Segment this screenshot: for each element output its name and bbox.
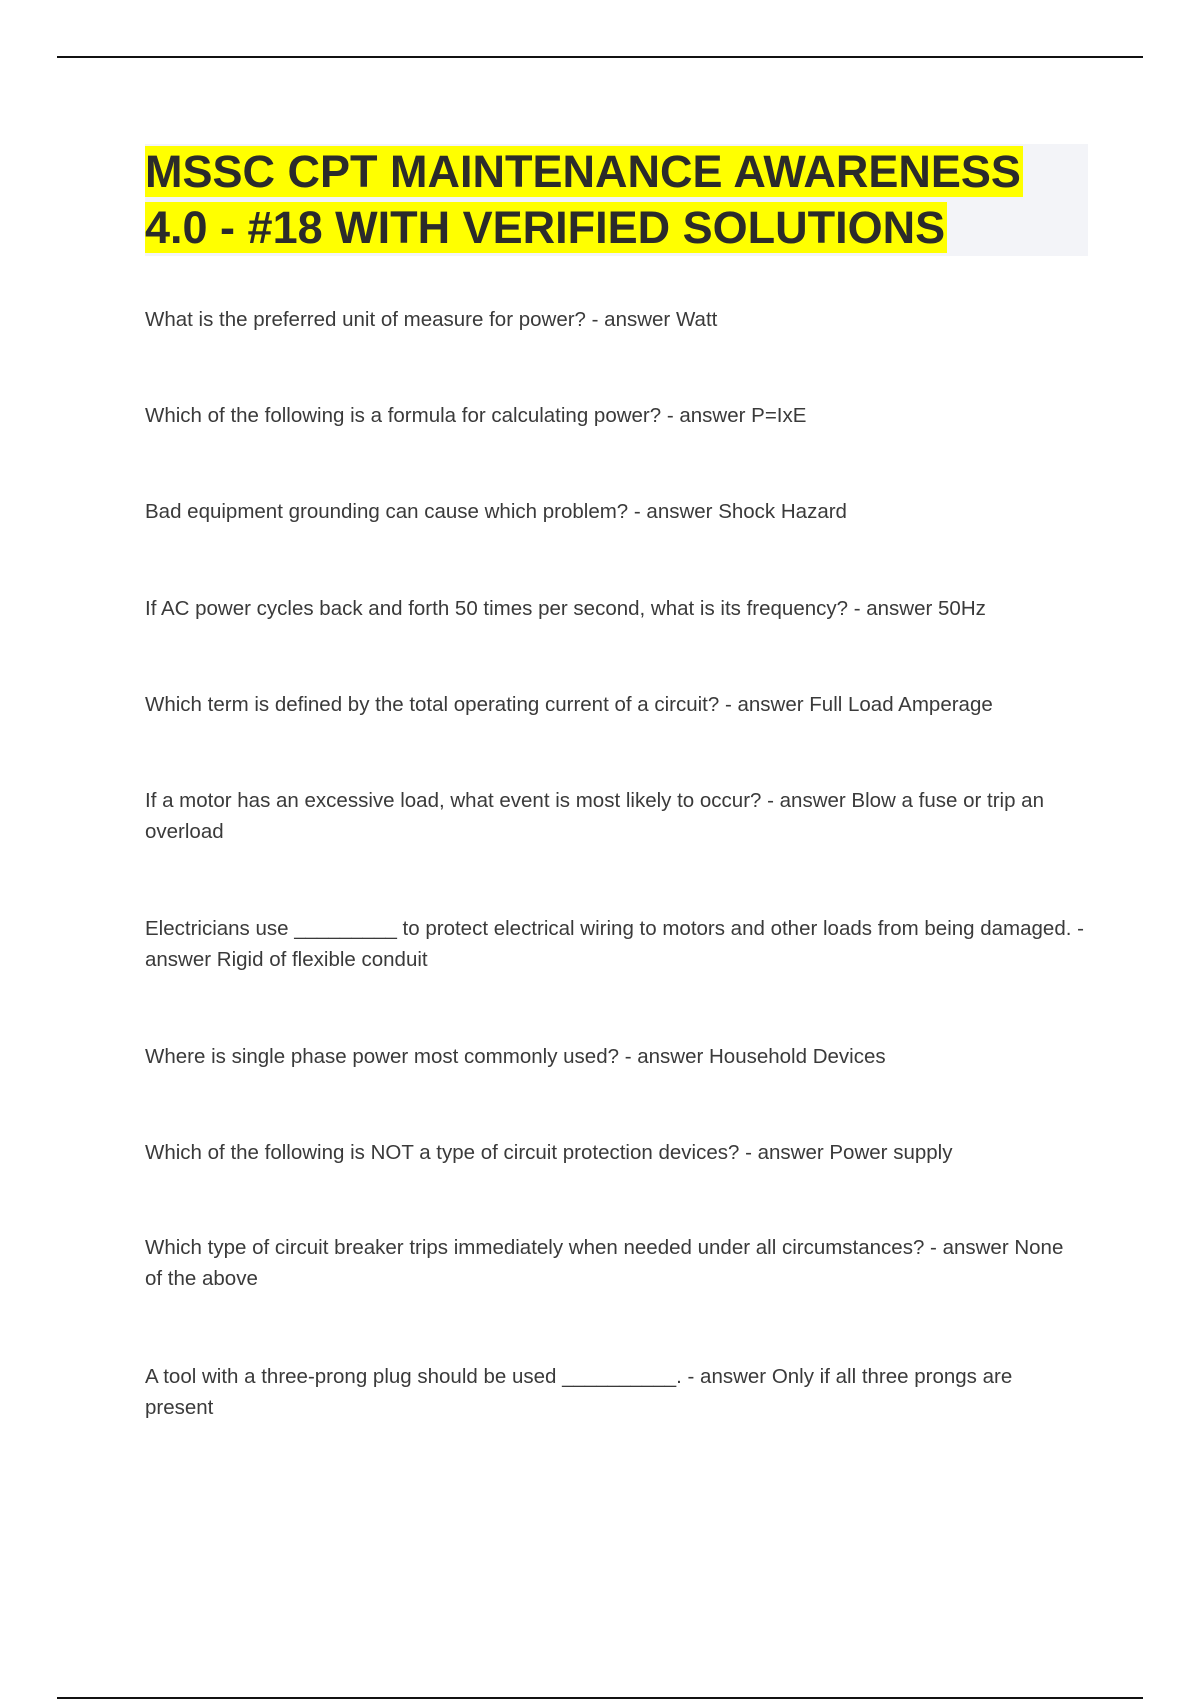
qa-item: Which of the following is a formula for calculating power? - answer P=IxE bbox=[145, 404, 807, 427]
bottom-rule bbox=[57, 1697, 1143, 1699]
qa-item: If a motor has an excessive load, what event is most likely to occur? - answer Blow a fuse or trip an overload bbox=[145, 789, 1044, 843]
qa-item: What is the preferred unit of measure for power? - answer Watt bbox=[145, 308, 718, 331]
qa-item: Which term is defined by the total operating current of a circuit? - answer Full Load Amperage bbox=[145, 693, 993, 716]
qa-item: If AC power cycles back and forth 50 times per second, what is its frequency? - answer 50Hz bbox=[145, 597, 986, 620]
title-line-2: 4.0 - #18 WITH VERIFIED SOLUTIONS bbox=[145, 202, 946, 253]
qa-item: Which type of circuit breaker trips immediately when needed under all circumstances? - answer None of the above bbox=[145, 1236, 1064, 1290]
qa-item: Where is single phase power most commonly used? - answer Household Devices bbox=[145, 1045, 886, 1068]
qa-item: A tool with a three-prong plug should be used __________. - answer Only if all three prongs are present bbox=[145, 1365, 1013, 1419]
title-line-1: MSSC CPT MAINTENANCE AWARENESS bbox=[145, 146, 1021, 197]
qa-item: Electricians use _________ to protect electrical wiring to motors and other loads from being damaged. - answer Rigid of flexible conduit bbox=[145, 917, 1084, 971]
top-rule bbox=[57, 56, 1143, 58]
qa-item: Bad equipment grounding can cause which problem? - answer Shock Hazard bbox=[145, 500, 847, 523]
document-title bbox=[145, 144, 1088, 256]
qa-item: Which of the following is NOT a type of circuit protection devices? - answer Power supply bbox=[145, 1141, 953, 1164]
